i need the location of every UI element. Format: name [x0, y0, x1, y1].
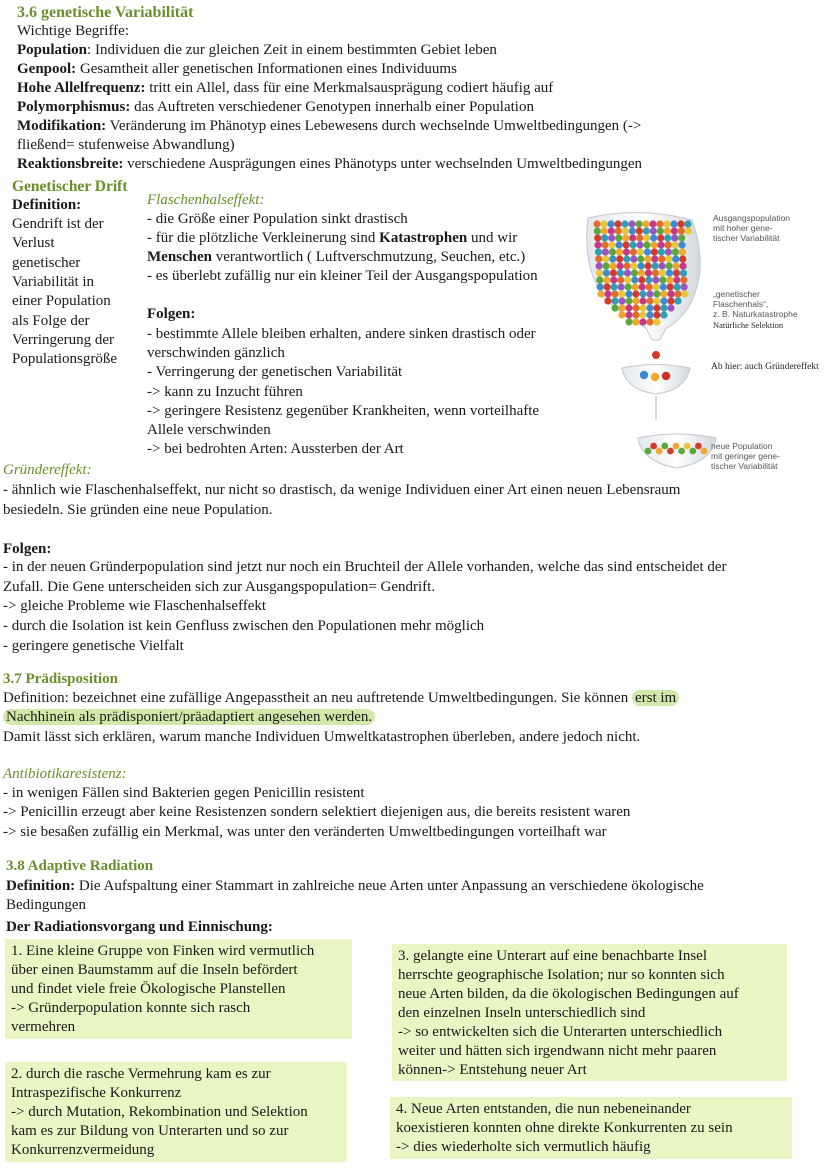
consequence-item: -> bei bedrohten Arten: Aussterben der Art: [147, 441, 404, 458]
bottleneck-item: [147, 229, 517, 248]
section-heading-3-7: 3.7 Prädisposition: [3, 671, 119, 687]
term-text: : Individuen die zur gleichen Zeit in einem bestimmten Gebiet leben: [87, 42, 497, 58]
term-name: Polymorphismus:: [17, 99, 131, 115]
term-text: Veränderung im Phänotyp eines Lebewesens durch wechselnde Umweltbedingungen (->: [106, 118, 642, 134]
step-line: weiter und hätten sich irgendwann nicht mehr paaren: [398, 1043, 717, 1059]
step-line: koexistieren konnten ohne direkte Konkurrenten zu sein: [396, 1120, 733, 1136]
radiation-definition-cont: Bedingungen: [6, 897, 86, 913]
antibiotic-item: - in wenigen Fällen sind Bakterien gegen Penicillin resistent: [3, 785, 365, 801]
figure-label-new-population: neue Population mit geringer gene- tischer Variabilität: [711, 441, 780, 471]
consequence-item: - durch die Isolation ist kein Genfluss zwischen den Populationen mehr möglich: [3, 618, 485, 635]
step-line: 4. Neue Arten entstanden, die nun nebeneinander: [396, 1101, 691, 1117]
term-name: Modifikation:: [17, 118, 107, 134]
step-line: -> Gründerpopulation konnte sich rasch: [11, 1000, 251, 1016]
consequence-item: -> geringere Resistenz gegenüber Krankheiten, wenn vorteilhafte: [147, 402, 540, 419]
item-bold-text: Menschen: [147, 249, 212, 265]
radiation-step-1: [5, 939, 352, 1039]
definition-line: Populationsgröße: [12, 351, 117, 368]
founder-line: - ähnlich wie Flaschenhalseffekt, nur nicht so drastisch, da wenige Individuen einer Art einen neuen Lebensraum: [3, 482, 681, 498]
founder-title: Gründereffekt:: [3, 462, 92, 478]
consequence-item: Allele verschwinden: [147, 422, 271, 438]
item-text: verantwortlich ( Luftverschmutzung, Seuchen, etc.): [212, 249, 526, 265]
drift-definition-label: Definition:: [12, 197, 82, 213]
consequence-item: -> gleiche Probleme wie Flaschenhalseffekt: [3, 598, 267, 615]
step-line: und findet viele freie Ökologische Planstellen: [11, 981, 286, 997]
step-line: -> so entwickelten sich die Unterarten unterschiedlich: [398, 1024, 723, 1040]
figure-label-initial-population: Ausgangspopulation mit hoher gene- tischer Variabilität: [713, 213, 791, 243]
bottleneck-consequences-label: Folgen:: [147, 306, 196, 322]
step-line: 1. Eine kleine Gruppe von Finken wird vermutlich: [11, 943, 315, 959]
item-bold-text: Katastrophen: [379, 230, 468, 246]
bottleneck-item: [147, 210, 408, 229]
predisposition-highlight: Nachhinein als prädisponiert/präadaptiert angesehen werden.: [3, 708, 375, 727]
step-line: über einen Baumstamm auf die Inseln befördert: [11, 962, 298, 978]
bottleneck-item: [147, 248, 525, 267]
definition-line: als Folge der: [12, 312, 90, 329]
definition-line: einer Population: [12, 293, 111, 310]
definition-line: genetischer: [12, 254, 81, 271]
definition-line: Gendrift ist der: [12, 216, 104, 232]
step-line: 3. gelangte eine Unterart auf eine benachbarte Insel: [398, 948, 708, 964]
definition-line: Verlust: [12, 235, 55, 252]
radiation-step-4: [390, 1097, 792, 1159]
terms-intro: Wichtige Begriffe:: [17, 23, 129, 39]
term-name: Population: [17, 42, 88, 58]
radiation-step-3: [392, 944, 787, 1081]
term-definition: [17, 98, 534, 117]
drift-heading: Genetischer Drift: [12, 178, 128, 195]
radiation-subheading: Der Radiationsvorgang und Einnischung:: [6, 919, 273, 935]
predisposition-explanation: Damit lässt sich erklären, warum manche Individuen Umweltkatastrophen überleben, andere jedoch nicht.: [3, 729, 641, 745]
term-text: fließend= stufenweise Abwandlung): [17, 137, 235, 153]
consequence-item: - Verringerung der genetischen Variabilität: [147, 364, 403, 381]
step-line: 2. durch die rasche Vermehrung kam es zur: [11, 1066, 271, 1082]
term-definition: [17, 136, 235, 155]
predisposition-definition: Definition: bezeichnet eine zufällige Angepasstheit an neu auftretende Umweltbedingungen. Sie können erst im: [3, 689, 679, 708]
term-name: Reaktionsbreite:: [17, 156, 124, 172]
section-heading-3-6: 3.6 genetische Variabilität: [17, 4, 194, 21]
consequence-item: verschwinden gänzlich: [147, 345, 285, 362]
step-line: können-> Entstehung neuer Art: [398, 1062, 587, 1078]
term-definition: [17, 155, 642, 174]
term-definition: [17, 79, 553, 98]
term-name: Genpool:: [17, 61, 77, 77]
item-text: - die Größe einer Population sinkt drastisch: [147, 211, 408, 227]
definition-line: Variabilität in: [12, 273, 95, 290]
figure-label-selection: Natürliche Selektion: [713, 320, 784, 330]
term-text: das Auftreten verschiedener Genotypen innerhalb einer Population: [130, 99, 534, 115]
step-line: neue Arten bilden, da die ökologischen Bedingungen auf: [398, 986, 739, 1002]
step-line: vermehren: [11, 1019, 76, 1035]
consequence-item: Zufall. Die Gene unterscheiden sich zur Ausgangspopulation= Gendrift.: [3, 578, 436, 595]
antibiotic-title: Antibiotikaresistenz:: [3, 766, 127, 782]
term-text: tritt ein Allel, dass für eine Merkmalsausprägung codiert häufig auf: [145, 80, 554, 96]
item-text: - für die plötzliche Verkleinerung sind: [147, 230, 380, 246]
founder-line: besiedeln. Sie gründen eine neue Population.: [3, 502, 273, 518]
term-text: Gesamtheit aller genetischen Informationen eines Individuums: [76, 61, 457, 77]
item-text: - es überlebt zufällig nur ein kleiner Teil der Ausgangspopulation: [147, 268, 538, 284]
step-line: -> dies wiederholte sich vermutlich häufig: [396, 1139, 651, 1155]
step-line: Intraspezifische Konkurrenz: [11, 1085, 182, 1101]
step-line: Konkurrenzvermeidung: [11, 1142, 155, 1158]
term-definition: [17, 117, 641, 136]
bottleneck-item: [147, 267, 538, 286]
definition-line: Verringerung der: [12, 331, 115, 348]
term-definition: [17, 41, 497, 60]
consequence-item: -> kann zu Inzucht führen: [147, 383, 303, 400]
step-line: den einzelnen Inseln unterschiedlich sind: [398, 1005, 646, 1021]
radiation-definition: Definition: Die Aufspaltung einer Stammart in zahlreiche neue Arten unter Anpassung an verschiedene ökologische: [6, 878, 704, 894]
step-line: -> durch Mutation, Rekombination und Selektion: [11, 1104, 308, 1120]
step-line: kam es zur Bildung von Unterarten und so zur: [11, 1123, 289, 1139]
bottleneck-title: Flaschenhalseffekt:: [147, 192, 265, 208]
figure-label-bottleneck: „genetischer Flaschenhals“, z. B. Naturkatastrophe: [713, 289, 798, 319]
antibiotic-item: -> Penicillin erzeugt aber keine Resistenzen sondern selektiert diejenigen aus, die bereits resistent waren: [3, 804, 631, 821]
step-line: herrschte geographische Isolation; nur so konnten sich: [398, 967, 725, 983]
term-text: verschiedene Ausprägungen eines Phänotyps unter wechselnden Umweltbedingungen: [123, 156, 643, 172]
section-heading-3-8: 3.8 Adaptive Radiation: [6, 858, 154, 874]
term-definition: [17, 60, 457, 79]
item-text: und wir: [467, 230, 518, 246]
figure-label-founder: Ab hier: auch Gründereffekt: [711, 362, 819, 372]
term-name: Hohe Allelfrequenz:: [17, 80, 146, 96]
antibiotic-item: -> sie besaßen zufällig ein Merkmal, was unter den veränderten Umweltbedingungen vorteilhaft war: [3, 823, 607, 840]
consequence-item: - bestimmte Allele bleiben erhalten, andere sinken drastisch oder: [147, 326, 536, 342]
consequence-item: - in der neuen Gründerpopulation sind jetzt nur noch ein Bruchteil der Allele vorhanden, welche das sind entscheidet der: [3, 559, 727, 575]
consequence-item: - geringere genetische Vielfalt: [3, 637, 184, 654]
radiation-step-2: [5, 1062, 347, 1162]
founder-consequences-label: Folgen:: [3, 541, 52, 557]
